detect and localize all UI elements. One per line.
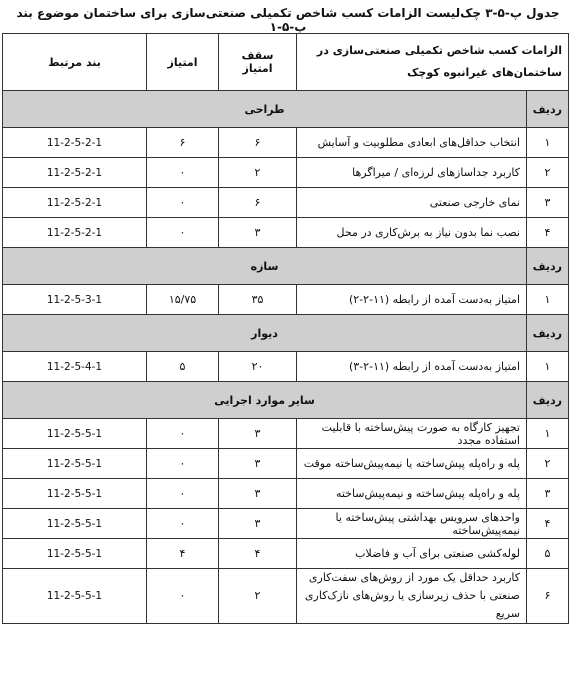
section-row bbox=[3, 315, 569, 352]
row-clause: 11-2-5-5-1 bbox=[3, 419, 147, 449]
row-max-score: ۳ bbox=[219, 479, 297, 509]
header-row bbox=[3, 34, 569, 91]
section-title: سایر موارد اجرایی bbox=[3, 382, 527, 419]
table-row bbox=[3, 352, 569, 382]
row-clause: 11-2-5-3-1 bbox=[3, 285, 147, 315]
row-clause: 11-2-5-4-1 bbox=[3, 352, 147, 382]
section-row-label: ردیف bbox=[527, 91, 569, 128]
section-row-label: ردیف bbox=[527, 382, 569, 419]
row-clause: 11-2-5-5-1 bbox=[3, 449, 147, 479]
section-title: دیوار bbox=[3, 315, 527, 352]
table-row bbox=[3, 449, 569, 479]
row-title: واحدهای سرویس بهداشتی پیش‌ساخته یا نیمه‌پیش‌ساخته bbox=[297, 509, 527, 539]
checklist-table bbox=[2, 33, 569, 624]
row-score: ۰ bbox=[147, 188, 219, 218]
row-title: پله و راه‌پله پیش‌ساخته یا نیمه‌پیش‌ساخته موقت bbox=[297, 449, 527, 479]
row-title: کاربرد جداسازهای لرزه‌ای / میراگرها bbox=[297, 158, 527, 188]
row-index: ۳ bbox=[527, 188, 569, 218]
row-max-score: ۲۰ bbox=[219, 352, 297, 382]
table-row bbox=[3, 218, 569, 248]
row-clause: 11-2-5-2-1 bbox=[3, 218, 147, 248]
table-row bbox=[3, 285, 569, 315]
section-row bbox=[3, 248, 569, 285]
row-score: ۰ bbox=[147, 419, 219, 449]
header-score: امتیاز bbox=[147, 34, 219, 91]
row-index: ۴ bbox=[527, 218, 569, 248]
row-title: نمای خارجی صنعتی bbox=[297, 188, 527, 218]
row-index: ۱ bbox=[527, 128, 569, 158]
header-topic: الزامات کسب شاخص تکمیلی صنعتی‌سازی در ساختمان‌های غیرانبوه کوچک bbox=[297, 34, 569, 91]
section-row-label: ردیف bbox=[527, 315, 569, 352]
row-title: امتیاز به‌دست آمده از رابطه (۱۱-۲-۲) bbox=[297, 285, 527, 315]
row-index: ۱ bbox=[527, 352, 569, 382]
table-row bbox=[3, 509, 569, 539]
row-score: ۰ bbox=[147, 449, 219, 479]
row-score: ۴ bbox=[147, 539, 219, 569]
row-max-score: ۳ bbox=[219, 218, 297, 248]
row-title: نصب نما بدون نیاز به برش‌کاری در محل bbox=[297, 218, 527, 248]
table-row bbox=[3, 479, 569, 509]
table-row bbox=[3, 128, 569, 158]
row-title: انتخاب حداقل‌های ابعادی مطلوبیت و آسایش bbox=[297, 128, 527, 158]
table-row bbox=[3, 158, 569, 188]
row-max-score: ۴ bbox=[219, 539, 297, 569]
row-index: ۲ bbox=[527, 158, 569, 188]
row-max-score: ۲ bbox=[219, 569, 297, 624]
row-max-score: ۳ bbox=[219, 449, 297, 479]
row-clause: 11-2-5-2-1 bbox=[3, 188, 147, 218]
row-clause: 11-2-5-5-1 bbox=[3, 539, 147, 569]
table-row bbox=[3, 569, 569, 624]
row-title: کاربرد حداقل یک مورد از روش‌های سفت‌کاری صنعتی با حذف زیرسازی یا روش‌های نازک‌کاری سریع bbox=[297, 569, 527, 624]
row-index: ۴ bbox=[527, 509, 569, 539]
row-max-score: ۲ bbox=[219, 158, 297, 188]
row-clause: 11-2-5-2-1 bbox=[3, 158, 147, 188]
row-clause: 11-2-5-2-1 bbox=[3, 128, 147, 158]
row-index: ۵ bbox=[527, 539, 569, 569]
table-caption: جدول پ-۵-۳ چک‌لیست الزامات کسب شاخص تکمیلی صنعتی‌سازی برای ساختمان موضوع بند پ-۵-۱ bbox=[16, 6, 560, 34]
row-score: ۵ bbox=[147, 352, 219, 382]
row-clause: 11-2-5-5-1 bbox=[3, 509, 147, 539]
row-index: ۲ bbox=[527, 449, 569, 479]
row-score: ۰ bbox=[147, 509, 219, 539]
row-max-score: ۶ bbox=[219, 188, 297, 218]
header-max-score: سقف امتیاز bbox=[219, 34, 297, 91]
row-max-score: ۳ bbox=[219, 419, 297, 449]
row-index: ۱ bbox=[527, 419, 569, 449]
row-score: ۶ bbox=[147, 128, 219, 158]
header-clause: بند مرتبط bbox=[3, 34, 147, 91]
row-index: ۳ bbox=[527, 479, 569, 509]
section-title: طراحی bbox=[3, 91, 527, 128]
row-score: ۰ bbox=[147, 158, 219, 188]
section-row-label: ردیف bbox=[527, 248, 569, 285]
row-max-score: ۶ bbox=[219, 128, 297, 158]
row-score: ۱۵/۷۵ bbox=[147, 285, 219, 315]
row-title: امتیاز به‌دست آمده از رابطه (۱۱-۲-۳) bbox=[297, 352, 527, 382]
row-score: ۰ bbox=[147, 569, 219, 624]
table-row bbox=[3, 188, 569, 218]
table-row bbox=[3, 419, 569, 449]
row-score: ۰ bbox=[147, 218, 219, 248]
row-clause: 11-2-5-5-1 bbox=[3, 569, 147, 624]
row-title: لوله‌کشی صنعتی برای آب و فاضلاب bbox=[297, 539, 527, 569]
row-index: ۶ bbox=[527, 569, 569, 624]
row-clause: 11-2-5-5-1 bbox=[3, 479, 147, 509]
row-max-score: ۳ bbox=[219, 509, 297, 539]
row-score: ۰ bbox=[147, 479, 219, 509]
section-row bbox=[3, 382, 569, 419]
section-row bbox=[3, 91, 569, 128]
row-title: پله و راه‌پله پیش‌ساخته و نیمه‌پیش‌ساخته bbox=[297, 479, 527, 509]
row-title: تجهیز کارگاه به صورت پیش‌ساخته با قابلیت استفاده مجدد bbox=[297, 419, 527, 449]
row-max-score: ۳۵ bbox=[219, 285, 297, 315]
section-title: سازه bbox=[3, 248, 527, 285]
table-row bbox=[3, 539, 569, 569]
row-index: ۱ bbox=[527, 285, 569, 315]
